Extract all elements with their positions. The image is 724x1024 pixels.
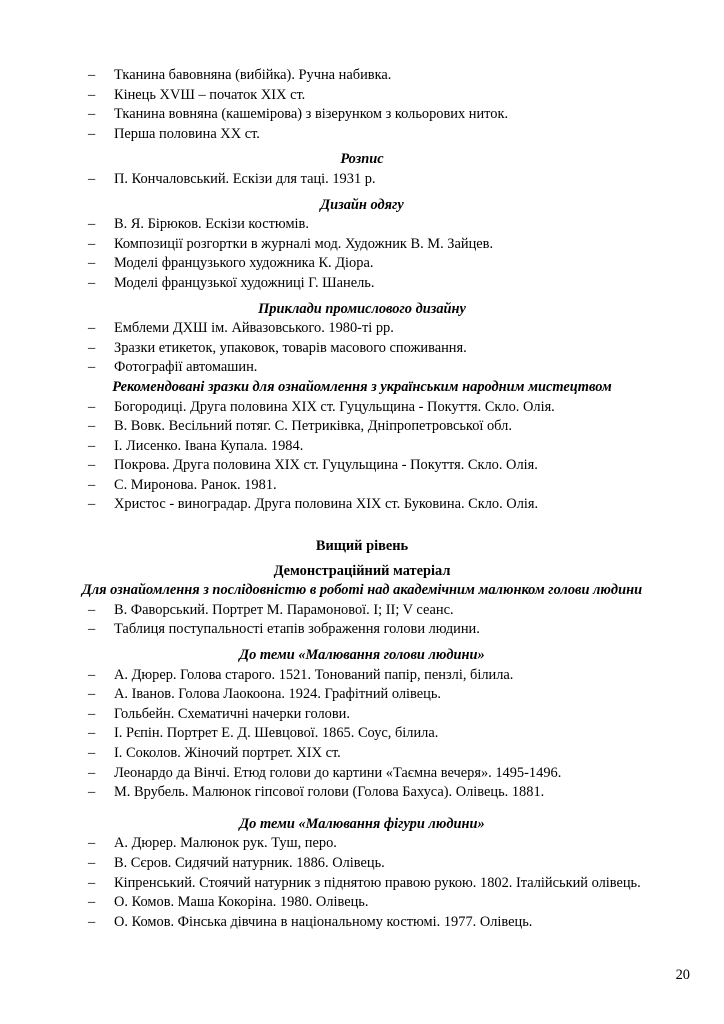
- list-item-text: О. Комов. Маша Кокоріна. 1980. Олівець.: [114, 894, 369, 911]
- list-item-text: А. Іванов. Голова Лаокоона. 1924. Графітний олівець.: [114, 686, 441, 703]
- list-item-text: П. Кончаловський. Ескізи для таці. 1931 р.: [114, 170, 376, 187]
- section-heading-clothing-design: Дизайн одягу: [320, 196, 404, 213]
- list-item-text: Емблеми ДХШ ім. Айвазовського. 1980-ті рр.: [114, 320, 394, 337]
- level-heading: Вищий рівень: [315, 538, 409, 555]
- list-dash: –: [88, 725, 96, 742]
- list-item-text: Кіпренський. Стоячий натурник з піднятою правою рукою. 1802. Італійський олівець.: [114, 874, 641, 891]
- list-dash: –: [88, 235, 96, 252]
- list-dash: –: [88, 621, 96, 638]
- list-item: [0, 170, 724, 190]
- list-dash: –: [88, 764, 96, 781]
- list-item-text: А. Дюрер. Малюнок рук. Туш, перо.: [114, 835, 337, 852]
- list-item: [0, 666, 724, 686]
- list-item-text: В. Сєров. Сидячий натурник. 1886. Олівець.: [114, 854, 385, 871]
- list-dash: –: [88, 913, 96, 930]
- list-item-text: М. Врубель. Малюнок гіпсової голови (Голова Бахуса). Олівець. 1881.: [114, 784, 545, 801]
- list-item: [0, 125, 724, 145]
- list-dash: –: [88, 398, 96, 415]
- section-heading-sequence: Для ознайомлення з послідовністю в роботі над академічним малюнком голови людини: [81, 582, 643, 599]
- list-item-text: Моделі французького художника К. Діора.: [114, 255, 374, 272]
- list-item: [0, 685, 724, 705]
- page-number: 20: [675, 967, 690, 983]
- list-item-text: Тканина бавовняна (вибійка). Ручна набивка.: [114, 67, 392, 83]
- list-item: [0, 834, 724, 854]
- list-item-text: А. Дюрер. Голова старого. 1521. Тонований папір, пензлі, білила.: [114, 666, 514, 683]
- list-dash: –: [88, 274, 96, 291]
- list-dash: –: [88, 476, 96, 493]
- list-item-text: Леонардо да Вінчі. Етюд голови до картини «Таємна вечеря». 1495-1496.: [114, 764, 562, 781]
- list-item-text: І. Рєпін. Портрет Е. Д. Шевцової. 1865. Соус, білила.: [114, 725, 439, 742]
- list-item-text: Богородиці. Друга половина XIX ст. Гуцульщина - Покуття. Скло. Олія.: [114, 398, 555, 415]
- list-item: [0, 437, 724, 457]
- list-item: [0, 254, 724, 274]
- list-item-text: Зразки етикеток, упаковок, товарів масового споживання.: [114, 339, 467, 356]
- section-heading-folk-art: Рекомендовані зразки для ознайомлення з українським народним мистецтвом: [112, 378, 612, 395]
- list-item: [0, 398, 724, 418]
- list-dash: –: [88, 359, 96, 376]
- list-item-text: Фотографії автомашин.: [114, 359, 258, 376]
- list-dash: –: [88, 666, 96, 683]
- list-dash: –: [88, 106, 96, 123]
- list-item-text: Гольбейн. Схематичні начерки голови.: [114, 705, 350, 722]
- subheading-demonstration: Демонстраційний матеріал: [273, 562, 451, 579]
- list-item: [0, 913, 724, 933]
- list-item: [0, 417, 724, 437]
- list-item-text: В. Я. Бірюков. Ескізи костюмів.: [114, 216, 309, 233]
- list-dash: –: [88, 437, 96, 454]
- list-item: [0, 495, 724, 515]
- list-item-text: Тканина вовняна (кашемірова) з візерунком з кольорових ниток.: [114, 106, 509, 123]
- list-dash: –: [88, 745, 96, 761]
- list-item-text: С. Миронова. Ранок. 1981.: [114, 476, 277, 493]
- list-item: [0, 744, 724, 764]
- list-item: [0, 783, 724, 803]
- list-item: [0, 215, 724, 235]
- list-item: [0, 274, 724, 294]
- list-block-fabrics: [0, 66, 724, 144]
- list-item-text: Покрова. Друга половина XIX ст. Гуцульщина - Покуття. Скло. Олія.: [114, 457, 538, 474]
- list-item: [0, 764, 724, 784]
- list-item: [0, 105, 724, 125]
- list-item: [0, 724, 724, 744]
- section-heading-industrial-design: Приклади промислового дизайну: [258, 300, 466, 317]
- list-item: [0, 874, 724, 894]
- list-item: [0, 339, 724, 359]
- list-dash: –: [88, 170, 96, 187]
- list-dash: –: [88, 874, 96, 891]
- list-item-text: Перша половина XX ст.: [114, 125, 260, 142]
- list-dash: –: [88, 86, 96, 103]
- list-dash: –: [88, 784, 96, 801]
- list-dash: –: [88, 67, 96, 83]
- list-item: [0, 854, 724, 874]
- list-item-text: О. Комов. Фінська дівчина в національному костюмі. 1977. Олівець.: [114, 913, 533, 930]
- list-dash: –: [88, 835, 96, 852]
- list-dash: –: [88, 496, 96, 513]
- list-item: [0, 86, 724, 106]
- list-item: [0, 601, 724, 621]
- list-item-text: Христос - виноградар. Друга половина XIX ст. Буковина. Скло. Олія.: [114, 496, 539, 513]
- list-item-text: В. Фаворський. Портрет М. Парамонової. I; II; V сеанс.: [114, 601, 454, 618]
- list-item-text: І. Лисенко. Івана Купала. 1984.: [114, 437, 304, 454]
- list-item: [0, 319, 724, 339]
- section-heading-figure-drawing: До теми «Малювання фігури людини»: [239, 815, 485, 832]
- list-item: [0, 358, 724, 378]
- list-dash: –: [88, 418, 96, 435]
- list-dash: –: [88, 854, 96, 871]
- list-item-text: Моделі французької художниці Г. Шанель.: [114, 274, 375, 291]
- list-item: [0, 66, 724, 86]
- list-item: [0, 705, 724, 725]
- list-item: [0, 620, 724, 640]
- list-dash: –: [88, 216, 96, 233]
- list-item-text: І. Соколов. Жіночий портрет. XIX ст.: [114, 745, 341, 761]
- section-heading-head-drawing: До теми «Малювання голови людини»: [239, 647, 485, 664]
- list-item-text: Композиції розгортки в журналі мод. Художник В. М. Зайцев.: [114, 235, 494, 252]
- list-item: [0, 456, 724, 476]
- list-item-text: Таблиця поступальності етапів зображення голови людини.: [114, 621, 480, 638]
- list-item: [0, 893, 724, 913]
- list-item-text: В. Вовк. Весільний потяг. С. Петриківка, Дніпропетровської обл.: [114, 418, 512, 435]
- list-dash: –: [88, 457, 96, 474]
- section-heading-rozpys: Розпис: [340, 151, 384, 168]
- list-item: [0, 235, 724, 255]
- list-item: [0, 476, 724, 496]
- list-dash: –: [88, 339, 96, 356]
- list-dash: –: [88, 705, 96, 722]
- list-dash: –: [88, 686, 96, 703]
- list-dash: –: [88, 894, 96, 911]
- list-item-text: Кінець XVШ – початок XIX ст.: [114, 86, 306, 103]
- list-dash: –: [88, 125, 96, 142]
- list-dash: –: [88, 255, 96, 272]
- list-dash: –: [88, 601, 96, 618]
- document-page: [0, 66, 724, 932]
- list-dash: –: [88, 320, 96, 337]
